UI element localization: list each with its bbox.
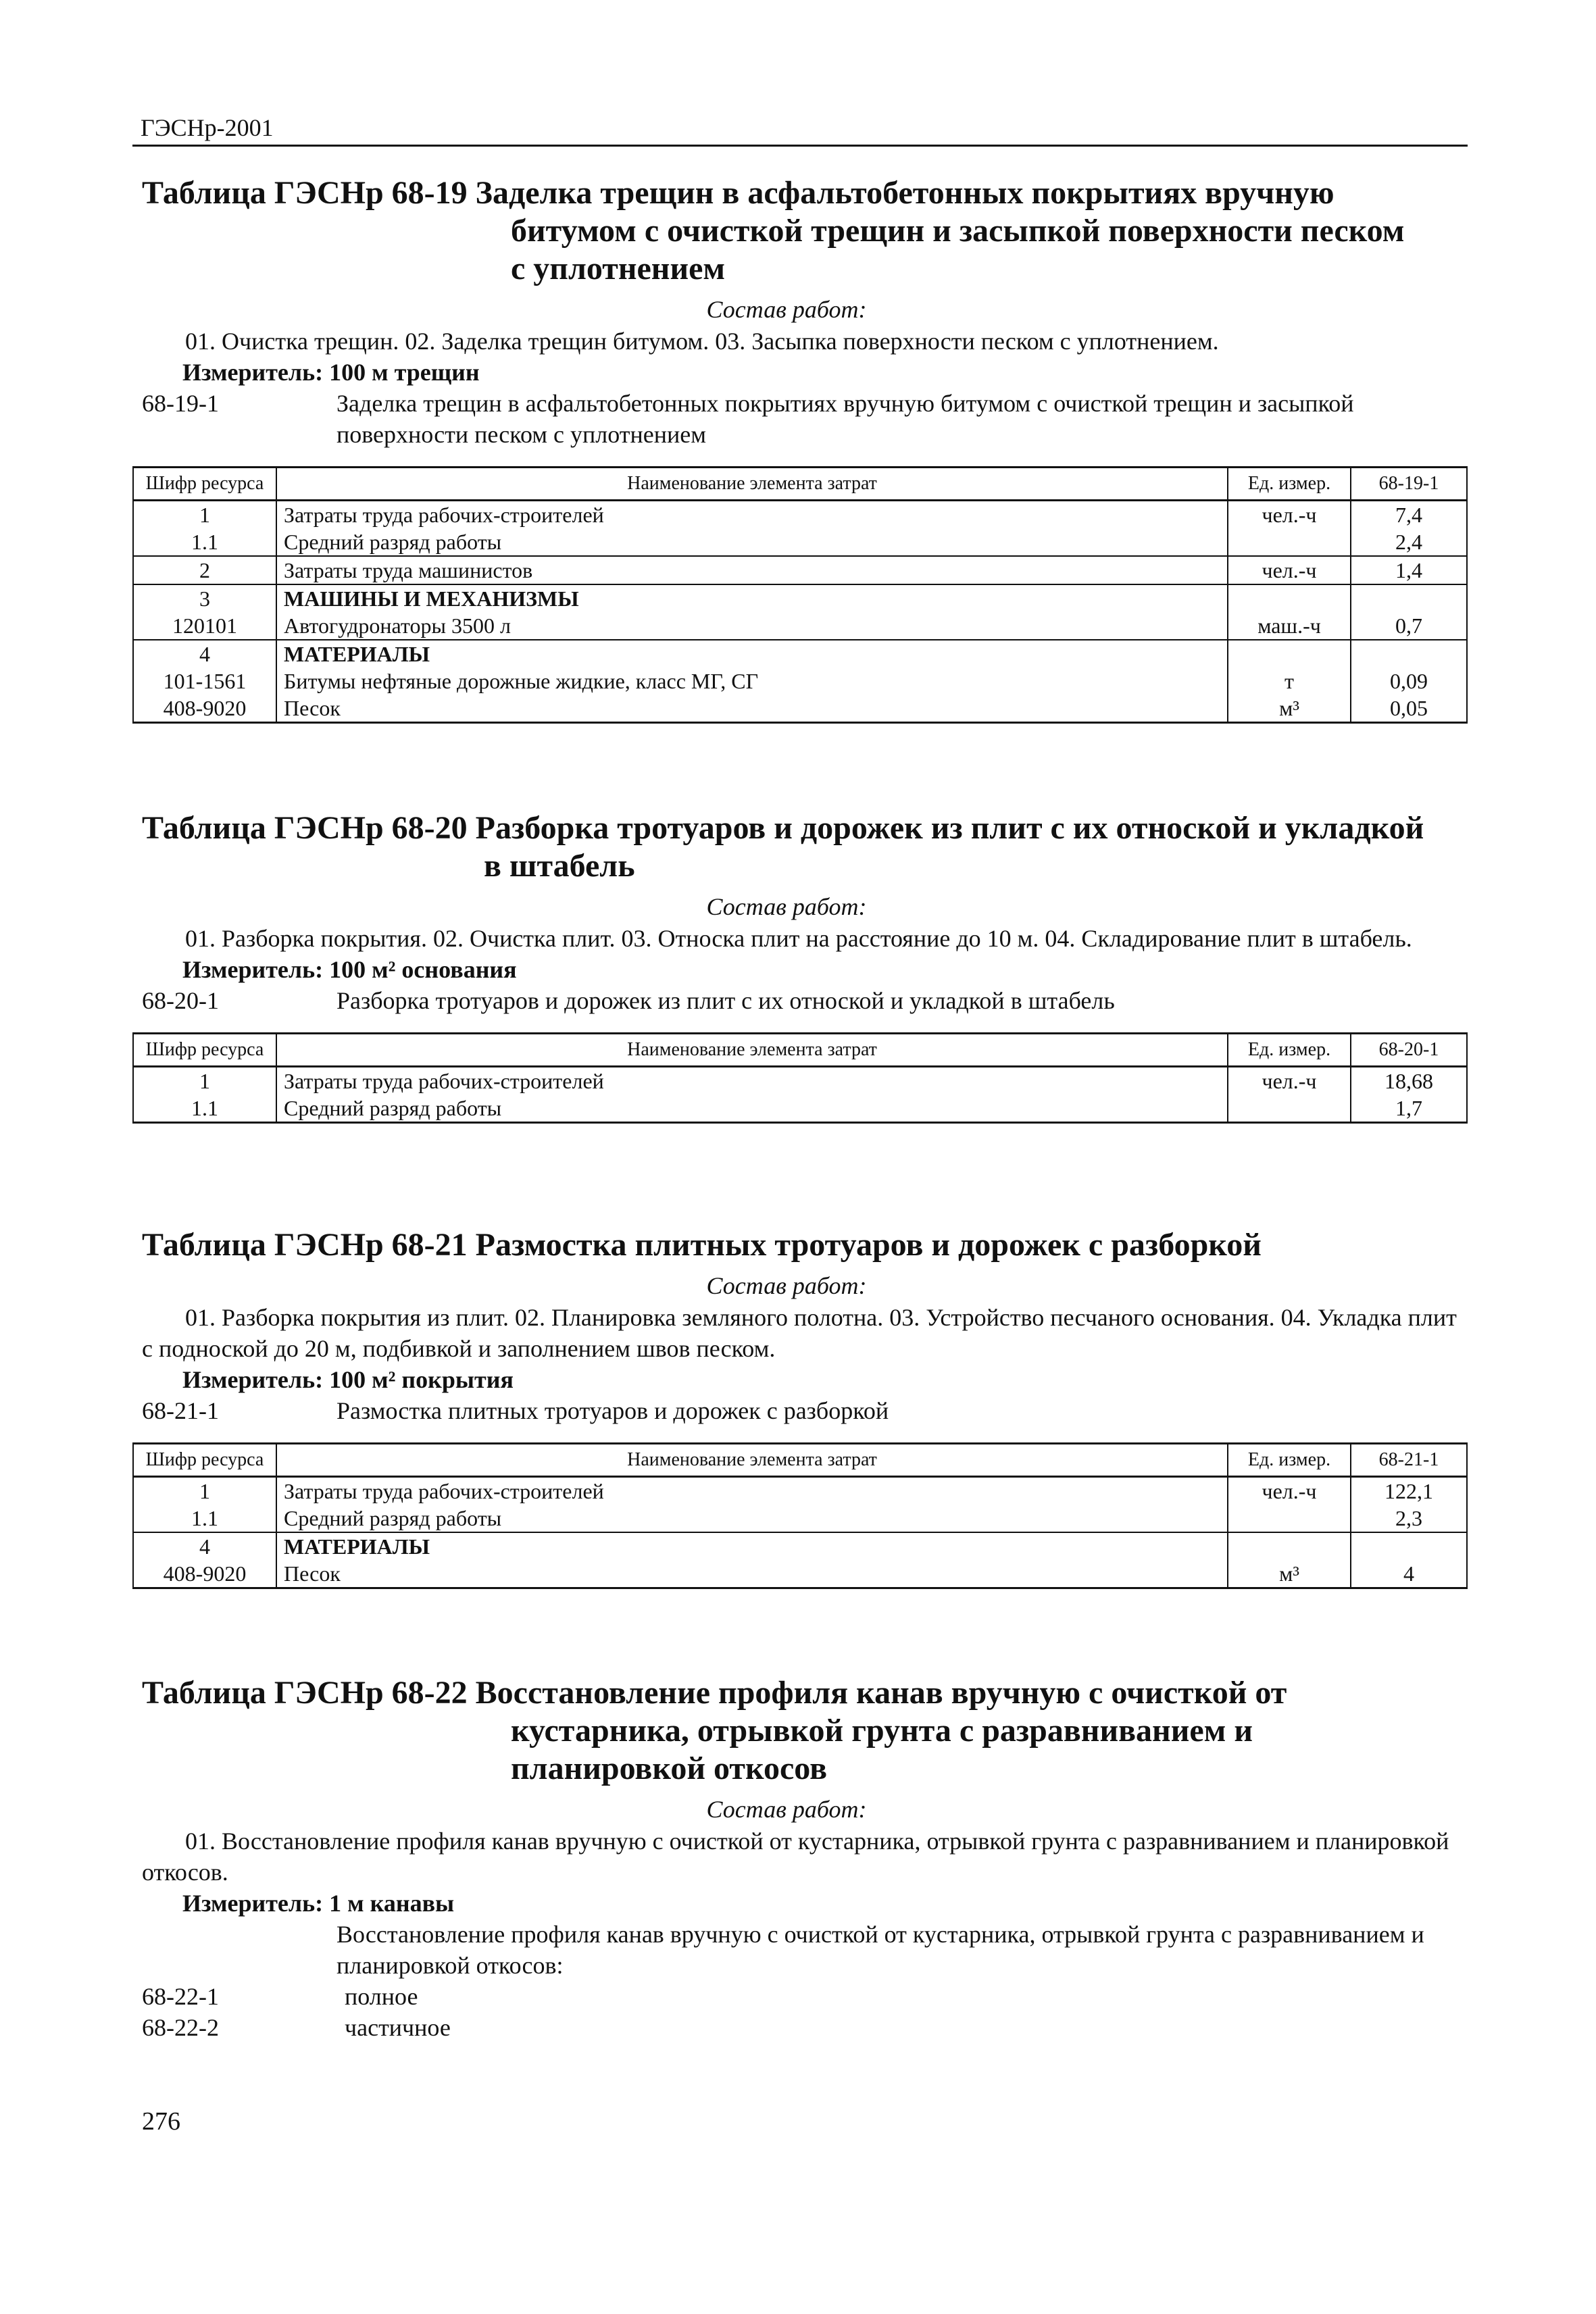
subnorm-label: полное <box>345 1983 418 2010</box>
works-list: 01. Разборка покрытия. 02. Очистка плит. 03. Относка плит на расстояние до 10 м. 04. Складирование плит в штабель. <box>185 925 1412 952</box>
norm-code: 68-21-1 <box>142 1397 219 1424</box>
table-header: Шифр ресурса Наименование элемента затрат Ед. измер. 68-19-1 <box>133 468 1467 501</box>
table-row: 4 МАТЕРИАЛЫ <box>133 1532 1467 1560</box>
subnorm-row <box>132 2012 1468 2043</box>
section-68-22 <box>132 1674 1468 2043</box>
resource-table <box>132 1442 1468 1589</box>
norm-row <box>132 388 1468 450</box>
table-row: 1 Затраты труда рабочих-строителей чел.-ч 7,4 <box>133 501 1467 529</box>
table-row: 3 МАШИНЫ И МЕХАНИЗМЫ <box>133 584 1467 612</box>
sostav-label: Состав работ: <box>706 1796 867 1823</box>
table-row: 120101 Автогудронаторы 3500 л маш.-ч 0,7 <box>133 612 1467 640</box>
table-row: 2 Затраты труда машинистов чел.-ч 1,4 <box>133 556 1467 584</box>
norm-description: Восстановление профиля канав вручную с очисткой от кустарника, отрывкой грунта с разравниванием и планировкой откосов: <box>336 1921 1424 1979</box>
measurement-unit: Измеритель: 100 м² покрытия <box>182 1366 514 1393</box>
running-header: ГЭСНр-2001 <box>141 114 274 141</box>
page-number: 276 <box>142 2107 180 2136</box>
subnorm-row <box>132 1981 1468 2012</box>
measurement-unit: Измеритель: 1 м канавы <box>182 1890 455 1917</box>
section-68-20 <box>132 809 1468 1124</box>
table-row: 101-1561 Битумы нефтяные дорожные жидкие, класс МГ, СГ т 0,09 <box>133 668 1467 695</box>
section-68-21 <box>132 1226 1468 1589</box>
header-rule <box>132 145 1468 147</box>
table-row: 1.1 Средний разряд работы 1,7 <box>133 1095 1467 1123</box>
norm-row <box>132 1919 1468 1981</box>
table-row: 1.1 Средний разряд работы 2,4 <box>133 528 1467 556</box>
table-row: 408-9020 Песок м³ 0,05 <box>133 695 1467 723</box>
subnorm-code: 68-22-2 <box>142 2014 219 2041</box>
section-title: Таблица ГЭСНр 68-22 Восстановление профиля канав вручную с очисткой от кустарника, отрывкой грунта с разравниванием и планировкой откосов <box>142 1675 1287 1786</box>
norm-code: 68-19-1 <box>142 390 219 417</box>
table-header: Шифр ресурса Наименование элемента затрат Ед. измер. 68-21-1 <box>133 1444 1467 1477</box>
sostav-label: Состав работ: <box>706 1272 867 1299</box>
norm-row <box>132 985 1468 1016</box>
norm-description: Размостка плитных тротуаров и дорожек с разборкой <box>336 1397 889 1424</box>
works-list: 01. Разборка покрытия из плит. 02. Планировка земляного полотна. 03. Устройство песчаного основания. 04. Укладка плит с подноской до 20 м, подбивкой и заполнением швов песком. <box>142 1304 1457 1362</box>
measurement-unit: Измеритель: 100 м² основания <box>182 956 517 983</box>
table-header: Шифр ресурса Наименование элемента затрат Ед. измер. 68-20-1 <box>133 1034 1467 1067</box>
norm-description: Разборка тротуаров и дорожек из плит с их отноской и укладкой в штабель <box>336 987 1115 1014</box>
table-row: 4 МАТЕРИАЛЫ <box>133 640 1467 668</box>
measurement-unit: Измеритель: 100 м трещин <box>182 359 480 386</box>
resource-table <box>132 466 1468 724</box>
subnorm-label: частичное <box>345 2014 451 2041</box>
table-row: 1.1 Средний разряд работы 2,3 <box>133 1505 1467 1532</box>
subnorm-code: 68-22-1 <box>142 1983 219 2010</box>
table-row: 1 Затраты труда рабочих-строителей чел.-ч 122,1 <box>133 1477 1467 1505</box>
sostav-label: Состав работ: <box>706 296 867 323</box>
works-list: 01. Очистка трещин. 02. Заделка трещин битумом. 03. Засыпка поверхности песком с уплотнением. <box>185 328 1219 355</box>
works-list: 01. Восстановление профиля канав вручную с очисткой от кустарника, отрывкой грунта с разравниванием и планировкой откосов. <box>142 1828 1449 1886</box>
norm-description: Заделка трещин в асфальтобетонных покрытиях вручную битумом с очисткой трещин и засыпкой поверхности песком с уплотнением <box>336 390 1354 448</box>
table-row: 408-9020 Песок м³ 4 <box>133 1560 1467 1588</box>
section-title: Таблица ГЭСНр 68-21 Размостка плитных тротуаров и дорожек с разборкой <box>142 1227 1262 1263</box>
section-68-19 <box>132 174 1468 724</box>
section-title: Таблица ГЭСНр 68-20 Разборка тротуаров и дорожек из плит с их отноской и укладкой в штабель <box>142 810 1424 884</box>
section-title: Таблица ГЭСНр 68-19 Заделка трещин в асфальтобетонных покрытиях вручную битумом с очисткой трещин и засыпкой поверхности песком с уплотнением <box>142 175 1405 286</box>
sostav-label: Состав работ: <box>706 893 867 920</box>
resource-table <box>132 1032 1468 1124</box>
norm-row <box>132 1395 1468 1426</box>
norm-code: 68-20-1 <box>142 987 219 1014</box>
table-row: 1 Затраты труда рабочих-строителей чел.-ч 18,68 <box>133 1067 1467 1095</box>
